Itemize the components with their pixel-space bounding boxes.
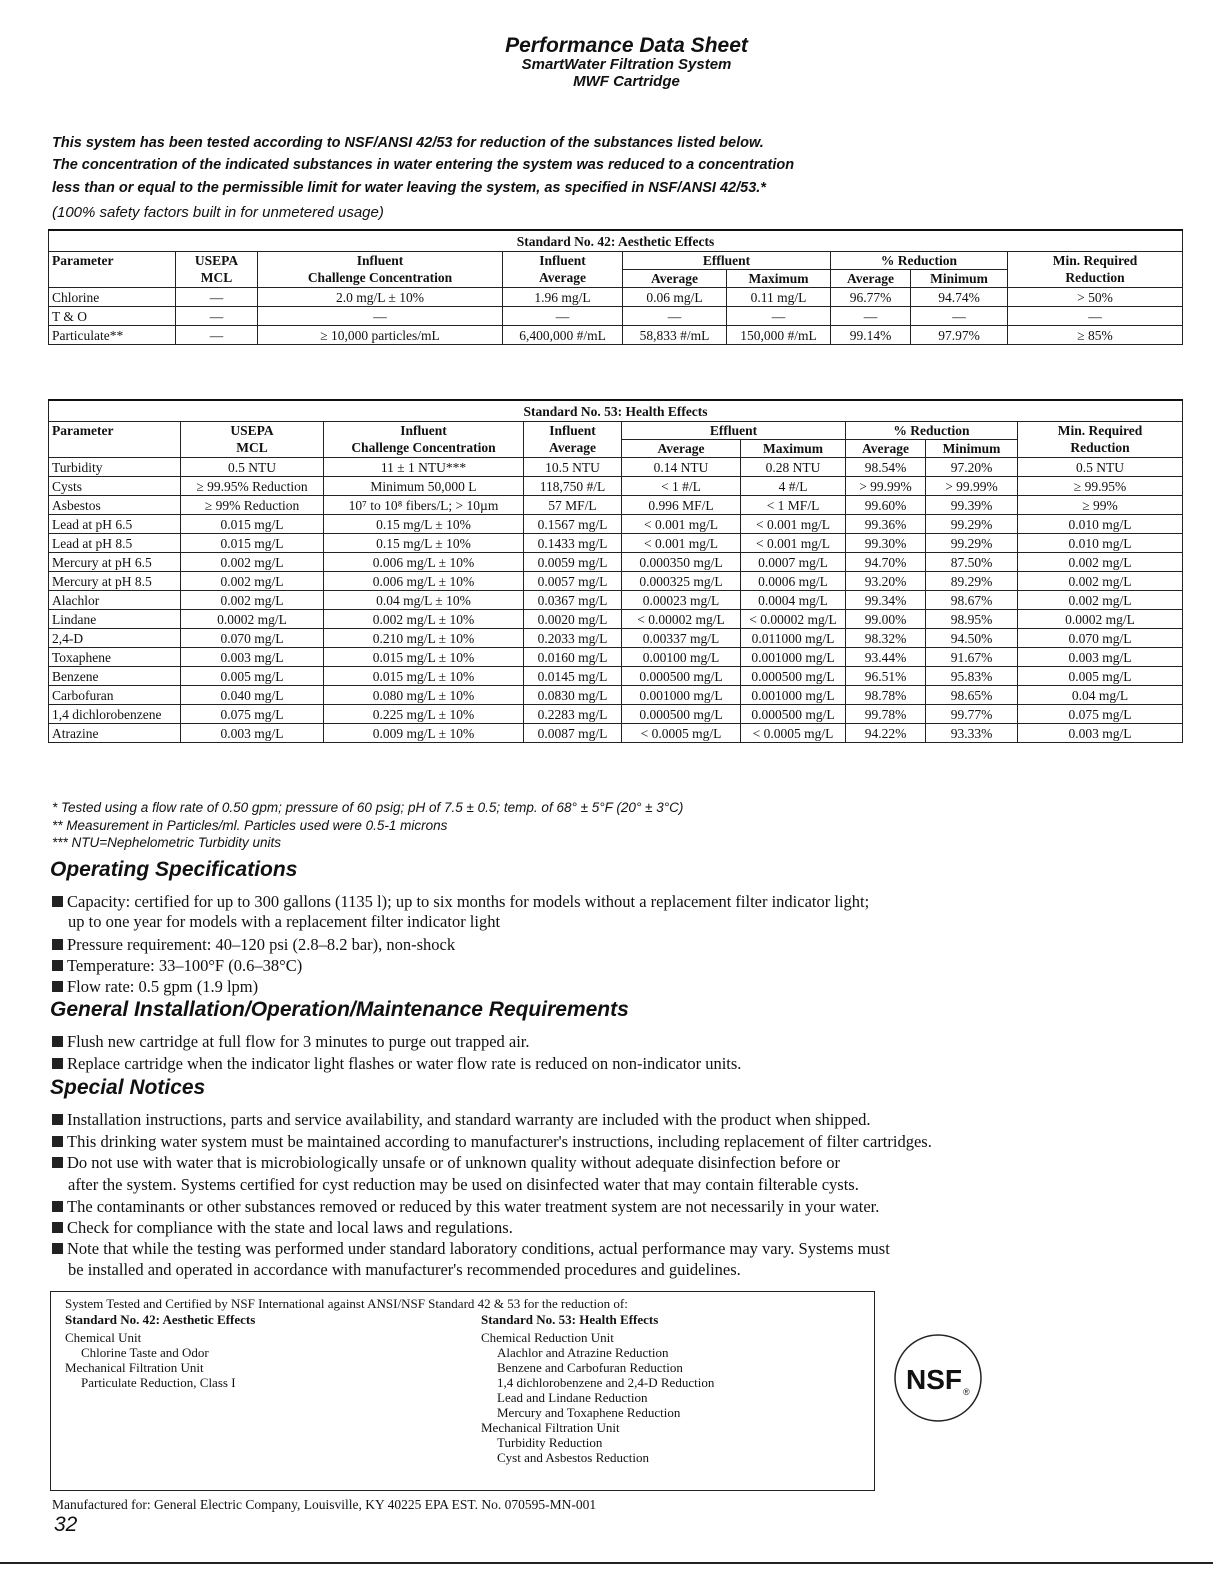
table-cell: 91.67%	[926, 648, 1018, 667]
col-header: Maximum	[727, 270, 831, 288]
cert-line: Cyst and Asbestos Reduction	[497, 1450, 650, 1465]
manufacturer-line: Manufactured for: General Electric Company, Louisville, KY 40225 EPA EST. No. 070595-MN-001	[52, 1497, 597, 1512]
table-row	[49, 572, 1183, 591]
page-number: 32	[54, 1513, 78, 1536]
col-header: MCL	[181, 440, 324, 458]
table-cell: 0.075 mg/L	[181, 705, 324, 724]
list-item: Installation instructions, parts and service availability, and standard warranty are included with the product when shipped.	[52, 1110, 871, 1129]
table-cell: 0.080 mg/L ± 10%	[324, 686, 524, 705]
col-header: Challenge Concentration	[324, 440, 524, 458]
table-cell: 0.1567 mg/L	[524, 515, 622, 534]
table-cell: 97.20%	[926, 458, 1018, 477]
table-cell: 98.32%	[846, 629, 926, 648]
table-cell: 99.39%	[926, 496, 1018, 515]
parameter-cell: Lead at pH 6.5	[49, 515, 181, 534]
table-cell: 99.34%	[846, 591, 926, 610]
table-cell: ≥ 99%	[1018, 496, 1183, 515]
table-cell: 150,000 #/mL	[727, 326, 831, 345]
table-cell: 0.005 mg/L	[1018, 667, 1183, 686]
cert-line: Mechanical Filtration Unit	[481, 1420, 620, 1435]
col-header: USEPA	[181, 422, 324, 440]
table-cell: 0.075 mg/L	[1018, 705, 1183, 724]
table-cell: 57 MF/L	[524, 496, 622, 515]
footnote: ** Measurement in Particles/ml. Particles used were 0.5-1 microns	[52, 818, 448, 833]
table-cell: > 99.99%	[846, 477, 926, 496]
table-cell: 93.33%	[926, 724, 1018, 743]
bullet-icon	[52, 981, 63, 992]
cert-line: Mercury and Toxaphene Reduction	[497, 1405, 681, 1420]
table-cell: 98.54%	[846, 458, 926, 477]
table-cell: 0.0004 mg/L	[741, 591, 846, 610]
table-cell: 0.010 mg/L	[1018, 534, 1183, 553]
parameter-cell: Lead at pH 8.5	[49, 534, 181, 553]
table-cell: 0.5 NTU	[1018, 458, 1183, 477]
table-cell: 0.0057 mg/L	[524, 572, 622, 591]
list-item: This drinking water system must be maintained according to manufacturer's instructions, including replacement of filter cartridges.	[52, 1132, 932, 1151]
table-cell: 96.77%	[831, 288, 911, 307]
table-cell: 0.000500 mg/L	[622, 667, 741, 686]
table-cell: Minimum 50,000 L	[324, 477, 524, 496]
table-cell: 99.14%	[831, 326, 911, 345]
table-row	[49, 477, 1183, 496]
table-cell: 0.15 mg/L ± 10%	[324, 515, 524, 534]
table-cell: 0.001000 mg/L	[622, 686, 741, 705]
parameter-cell: Alachlor	[49, 591, 181, 610]
col-header: Parameter	[49, 422, 181, 440]
table-cell: 94.74%	[911, 288, 1008, 307]
table-cell: 0.000350 mg/L	[622, 553, 741, 572]
table-cell: < 0.001 mg/L	[622, 534, 741, 553]
table-cell: 0.00337 mg/L	[622, 629, 741, 648]
table-cell: 89.29%	[926, 572, 1018, 591]
col-header: Maximum	[741, 440, 846, 458]
table-cell: 1.96 mg/L	[503, 288, 623, 307]
table-cell: 0.00100 mg/L	[622, 648, 741, 667]
table-cell: 99.29%	[926, 534, 1018, 553]
col-header: Effluent	[622, 422, 846, 440]
table-cell: 0.015 mg/L ± 10%	[324, 667, 524, 686]
table-caption: Standard No. 42: Aesthetic Effects	[49, 230, 1183, 252]
parameter-cell: Cysts	[49, 477, 181, 496]
intro-line-1: This system has been tested according to NSF/ANSI 42/53 for reduction of the substances listed below.	[52, 135, 764, 151]
table-row	[49, 288, 1183, 307]
list-item: Replace cartridge when the indicator light flashes or water flow rate is reduced on non-indicator units.	[52, 1054, 741, 1073]
table-cell: < 0.00002 mg/L	[622, 610, 741, 629]
bullet-icon	[52, 1136, 63, 1147]
table-cell: > 99.99%	[926, 477, 1018, 496]
footnote: *** NTU=Nephelometric Turbidity units	[52, 835, 281, 850]
table-cell: 96.51%	[846, 667, 926, 686]
parameter-cell: Lindane	[49, 610, 181, 629]
table-cell: 0.006 mg/L ± 10%	[324, 553, 524, 572]
table-cell: < 0.00002 mg/L	[741, 610, 846, 629]
table-cell: 98.95%	[926, 610, 1018, 629]
parameter-cell: Mercury at pH 6.5	[49, 553, 181, 572]
list-item: Capacity: certified for up to 300 gallons (1135 l); up to six months for models without a replacement filter indicator light;	[52, 892, 869, 911]
table-cell: 0.011000 mg/L	[741, 629, 846, 648]
general-requirements-heading: General Installation/Operation/Maintenance Requirements	[50, 998, 629, 1021]
table-cell: 0.996 MF/L	[622, 496, 741, 515]
parameter-cell: 1,4 dichlorobenzene	[49, 705, 181, 724]
table-cell: 0.0002 mg/L	[1018, 610, 1183, 629]
table-cell: < 1 #/L	[622, 477, 741, 496]
nsf-logo	[893, 1333, 983, 1423]
table-cell: 97.97%	[911, 326, 1008, 345]
table-cell: ≥ 10,000 particles/mL	[258, 326, 503, 345]
standard-53-title: Standard No. 53: Health Effects	[481, 1312, 659, 1327]
table-cell: —	[258, 307, 503, 326]
table-cell: 93.44%	[846, 648, 926, 667]
cert-line: 1,4 dichlorobenzene and 2,4-D Reduction	[497, 1375, 715, 1390]
cartridge-subtitle: MWF Cartridge	[573, 73, 680, 90]
col-header: Challenge Concentration	[258, 270, 503, 288]
table-cell: 0.000500 mg/L	[741, 705, 846, 724]
table-cell: 0.006 mg/L ± 10%	[324, 572, 524, 591]
page-title: Performance Data Sheet	[505, 34, 748, 57]
col-header: Min. Required	[1008, 252, 1183, 270]
col-header: Influent	[324, 422, 524, 440]
table-cell: 0.2283 mg/L	[524, 705, 622, 724]
table-cell: —	[623, 307, 727, 326]
bullet-icon	[52, 1036, 63, 1047]
parameter-cell: Mercury at pH 8.5	[49, 572, 181, 591]
col-header: Average	[623, 270, 727, 288]
table-cell: 99.30%	[846, 534, 926, 553]
table-row	[49, 515, 1183, 534]
table-cell: 0.000325 mg/L	[622, 572, 741, 591]
table-cell: 0.5 NTU	[181, 458, 324, 477]
cert-line: Chlorine Taste and Odor	[81, 1345, 209, 1360]
table-cell: 0.210 mg/L ± 10%	[324, 629, 524, 648]
table-cell: 0.000500 mg/L	[622, 705, 741, 724]
table-cell: 0.04 mg/L ± 10%	[324, 591, 524, 610]
col-header: Average	[846, 440, 926, 458]
bottom-rule	[0, 1562, 1213, 1564]
table-cell: ≥ 99% Reduction	[181, 496, 324, 515]
operating-specifications-heading: Operating Specifications	[50, 858, 298, 881]
table-cell: 94.70%	[846, 553, 926, 572]
parameter-cell: Turbidity	[49, 458, 181, 477]
table-cell: —	[727, 307, 831, 326]
table-cell: 0.015 mg/L	[181, 515, 324, 534]
table-cell: —	[831, 307, 911, 326]
table-caption: Standard No. 53: Health Effects	[49, 400, 1183, 422]
table-cell: 99.78%	[846, 705, 926, 724]
table-cell: 0.002 mg/L	[181, 572, 324, 591]
col-header: % Reduction	[831, 252, 1008, 270]
table-row	[49, 610, 1183, 629]
table-cell: 99.29%	[926, 515, 1018, 534]
list-item: Pressure requirement: 40–120 psi (2.8–8.2 bar), non-shock	[52, 935, 455, 954]
cert-line: Chemical Unit	[65, 1330, 142, 1345]
table-cell: 0.28 NTU	[741, 458, 846, 477]
parameter-cell: 2,4-D	[49, 629, 181, 648]
table-cell: 0.0830 mg/L	[524, 686, 622, 705]
col-header: Influent	[503, 252, 623, 270]
table-cell: 0.002 mg/L ± 10%	[324, 610, 524, 629]
table-cell: 0.040 mg/L	[181, 686, 324, 705]
nsf-logo-text: NSF	[906, 1364, 962, 1395]
table-cell: < 1 MF/L	[741, 496, 846, 515]
cert-line: Chemical Reduction Unit	[481, 1330, 614, 1345]
table-cell: ≥ 85%	[1008, 326, 1183, 345]
table-cell: 0.005 mg/L	[181, 667, 324, 686]
col-header: Average	[622, 440, 741, 458]
table-cell: —	[176, 307, 258, 326]
table-cell: 0.11 mg/L	[727, 288, 831, 307]
table-cell: 0.00023 mg/L	[622, 591, 741, 610]
table-cell: 98.65%	[926, 686, 1018, 705]
table-row	[49, 534, 1183, 553]
table-cell: 0.2033 mg/L	[524, 629, 622, 648]
col-header: Average	[524, 440, 622, 458]
bullet-icon	[52, 1201, 63, 1212]
bullet-icon	[52, 960, 63, 971]
table-row	[49, 496, 1183, 515]
table-cell: 0.0145 mg/L	[524, 667, 622, 686]
table-row	[49, 686, 1183, 705]
table-cell: —	[911, 307, 1008, 326]
table-row	[49, 629, 1183, 648]
bullet-icon	[52, 1114, 63, 1125]
table-cell: 0.0160 mg/L	[524, 648, 622, 667]
list-item-continued: up to one year for models with a replacement filter indicator light	[68, 912, 501, 931]
table-cell: 0.003 mg/L	[181, 724, 324, 743]
table-cell: 0.002 mg/L	[1018, 553, 1183, 572]
table-cell: 98.67%	[926, 591, 1018, 610]
table-row	[49, 724, 1183, 743]
table-cell: 95.83%	[926, 667, 1018, 686]
table-cell: 0.0007 mg/L	[741, 553, 846, 572]
list-item: The contaminants or other substances removed or reduced by this water treatment system are not necessarily in your water.	[52, 1197, 879, 1216]
standard-42-title: Standard No. 42: Aesthetic Effects	[65, 1312, 256, 1327]
table-cell: 0.003 mg/L	[181, 648, 324, 667]
product-subtitle: SmartWater Filtration System	[521, 56, 732, 73]
table-cell: 93.20%	[846, 572, 926, 591]
cert-line: Mechanical Filtration Unit	[65, 1360, 204, 1375]
col-header: USEPA	[176, 252, 258, 270]
parameter-cell: T & O	[49, 307, 176, 326]
col-header: Effluent	[623, 252, 831, 270]
table-row	[49, 553, 1183, 572]
table-cell: 0.003 mg/L	[1018, 648, 1183, 667]
table-cell: 4 #/L	[741, 477, 846, 496]
table-cell: —	[176, 326, 258, 345]
special-notices-heading: Special Notices	[50, 1076, 206, 1099]
table-cell: 94.50%	[926, 629, 1018, 648]
list-item: Temperature: 33–100°F (0.6–38°C)	[52, 956, 302, 975]
table-cell: 98.78%	[846, 686, 926, 705]
cert-line: Alachlor and Atrazine Reduction	[497, 1345, 669, 1360]
list-item: Note that while the testing was performed under standard laboratory conditions, actual performance may vary. Systems must	[52, 1239, 890, 1258]
certification-intro: System Tested and Certified by NSF International against ANSI/NSF Standard 42 & 53 for the reduction of:	[65, 1296, 628, 1311]
parameter-cell: Atrazine	[49, 724, 181, 743]
table-cell: < 0.001 mg/L	[622, 515, 741, 534]
table-cell: —	[503, 307, 623, 326]
footnote: * Tested using a flow rate of 0.50 gpm; pressure of 60 psig; pH of 7.5 ± 0.5; temp. of 68° ± 5°F (20° ± 3°C)	[52, 800, 684, 815]
table-cell: 6,400,000 #/mL	[503, 326, 623, 345]
table-cell: 0.0059 mg/L	[524, 553, 622, 572]
cert-line: Turbidity Reduction	[497, 1435, 603, 1450]
list-item: Flush new cartridge at full flow for 3 minutes to purge out trapped air.	[52, 1032, 530, 1051]
nsf-certification-box	[50, 1291, 875, 1491]
table-row	[49, 667, 1183, 686]
table-cell: 0.04 mg/L	[1018, 686, 1183, 705]
table-row	[49, 326, 1183, 345]
col-header: Influent	[258, 252, 503, 270]
cert-line: Lead and Lindane Reduction	[497, 1390, 648, 1405]
table-cell: —	[176, 288, 258, 307]
table-cell: 0.06 mg/L	[623, 288, 727, 307]
table-cell: 118,750 #/L	[524, 477, 622, 496]
table-cell: 10.5 NTU	[524, 458, 622, 477]
cert-line: Particulate Reduction, Class I	[81, 1375, 236, 1390]
table-cell: 0.002 mg/L	[181, 591, 324, 610]
table-cell: 0.001000 mg/L	[741, 686, 846, 705]
bullet-icon	[52, 1243, 63, 1254]
bullet-icon	[52, 896, 63, 907]
table-row	[49, 591, 1183, 610]
table-cell: 0.14 NTU	[622, 458, 741, 477]
parameter-cell: Chlorine	[49, 288, 176, 307]
parameter-cell: Particulate**	[49, 326, 176, 345]
parameter-cell: Carbofuran	[49, 686, 181, 705]
table-cell: < 0.0005 mg/L	[622, 724, 741, 743]
table-cell: 0.002 mg/L	[181, 553, 324, 572]
table-row	[49, 307, 1183, 326]
table-cell: 0.070 mg/L	[1018, 629, 1183, 648]
bullet-icon	[52, 1058, 63, 1069]
bullet-icon	[52, 1222, 63, 1233]
table-row	[49, 648, 1183, 667]
table-cell: 99.00%	[846, 610, 926, 629]
table-cell: 0.15 mg/L ± 10%	[324, 534, 524, 553]
list-item: Do not use with water that is microbiologically unsafe or of unknown quality without adequate disinfection before or	[52, 1153, 840, 1172]
col-header: Reduction	[1008, 270, 1183, 288]
table-cell: —	[1008, 307, 1183, 326]
table-cell: 11 ± 1 NTU***	[324, 458, 524, 477]
list-item-continued: be installed and operated in accordance with manufacturer's recommended procedures and guidelines.	[68, 1260, 741, 1279]
intro-line-2: The concentration of the indicated substances in water entering the system was reduced to a concentration	[52, 157, 795, 173]
col-header: Minimum	[926, 440, 1018, 458]
table-cell: 0.000500 mg/L	[741, 667, 846, 686]
standard-53-table	[48, 399, 1183, 743]
list-item-continued: after the system. Systems certified for cyst reduction may be used on disinfected water that may contain filterable cysts.	[68, 1175, 859, 1194]
table-cell: 0.002 mg/L	[1018, 591, 1183, 610]
table-cell: 94.22%	[846, 724, 926, 743]
col-header: Reduction	[1018, 440, 1183, 458]
table-cell: < 0.001 mg/L	[741, 534, 846, 553]
col-header: Average	[831, 270, 911, 288]
table-cell: < 0.0005 mg/L	[741, 724, 846, 743]
table-cell: 0.015 mg/L ± 10%	[324, 648, 524, 667]
col-header: % Reduction	[846, 422, 1018, 440]
table-cell: 2.0 mg/L ± 10%	[258, 288, 503, 307]
table-cell: 0.0367 mg/L	[524, 591, 622, 610]
table-cell: 0.225 mg/L ± 10%	[324, 705, 524, 724]
col-header: Min. Required	[1018, 422, 1183, 440]
list-item: Flow rate: 0.5 gpm (1.9 lpm)	[52, 977, 258, 996]
table-cell: 0.002 mg/L	[1018, 572, 1183, 591]
table-cell: 0.1433 mg/L	[524, 534, 622, 553]
table-row	[49, 705, 1183, 724]
table-cell: 87.50%	[926, 553, 1018, 572]
table-cell: 0.0002 mg/L	[181, 610, 324, 629]
safety-factor-note: (100% safety factors built in for unmetered usage)	[52, 204, 384, 221]
table-row	[49, 458, 1183, 477]
table-cell: 0.015 mg/L	[181, 534, 324, 553]
table-cell: 0.070 mg/L	[181, 629, 324, 648]
col-header: Influent	[524, 422, 622, 440]
table-cell: 0.0006 mg/L	[741, 572, 846, 591]
col-header: MCL	[176, 270, 258, 288]
parameter-cell: Benzene	[49, 667, 181, 686]
table-cell: 99.36%	[846, 515, 926, 534]
table-cell: 0.003 mg/L	[1018, 724, 1183, 743]
table-cell: 10⁷ to 10⁸ fibers/L; > 10µm	[324, 496, 524, 515]
table-cell: 99.60%	[846, 496, 926, 515]
table-cell: 0.009 mg/L ± 10%	[324, 724, 524, 743]
parameter-cell: Toxaphene	[49, 648, 181, 667]
intro-line-3: less than or equal to the permissible limit for water leaving the system, as specified in NSF/ANSI 42/53.*	[52, 180, 766, 196]
col-header: Parameter	[49, 252, 176, 270]
table-cell: < 0.001 mg/L	[741, 515, 846, 534]
parameter-cell: Asbestos	[49, 496, 181, 515]
table-cell: 0.0020 mg/L	[524, 610, 622, 629]
table-cell: 0.0087 mg/L	[524, 724, 622, 743]
standard-42-table	[48, 229, 1183, 345]
table-cell: > 50%	[1008, 288, 1183, 307]
list-item: Check for compliance with the state and local laws and regulations.	[52, 1218, 513, 1237]
cert-line: Benzene and Carbofuran Reduction	[497, 1360, 683, 1375]
bullet-icon	[52, 1157, 63, 1168]
bullet-icon	[52, 939, 63, 950]
table-cell: ≥ 99.95%	[1018, 477, 1183, 496]
table-cell: 58,833 #/mL	[623, 326, 727, 345]
registered-mark: ®	[963, 1387, 970, 1397]
table-cell: 99.77%	[926, 705, 1018, 724]
table-cell: 0.001000 mg/L	[741, 648, 846, 667]
col-header: Average	[503, 270, 623, 288]
table-cell: 0.010 mg/L	[1018, 515, 1183, 534]
table-cell: ≥ 99.95% Reduction	[181, 477, 324, 496]
col-header: Minimum	[911, 270, 1008, 288]
